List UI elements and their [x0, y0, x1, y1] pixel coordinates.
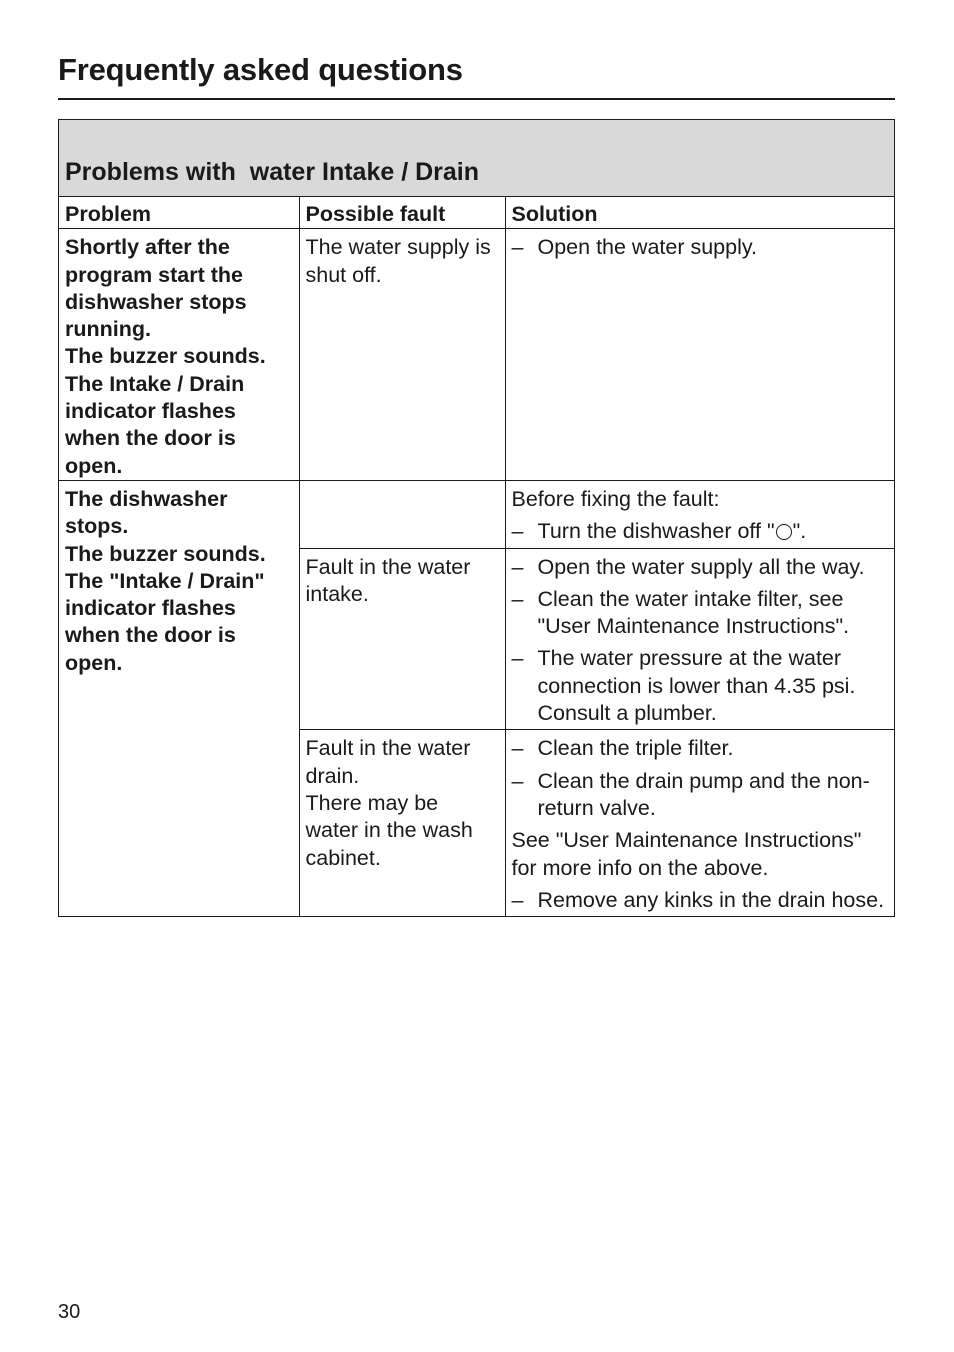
fault-cell	[299, 730, 505, 916]
dash-bullet: –	[511, 768, 524, 793]
dash-bullet: –	[511, 586, 524, 611]
section-header	[59, 120, 894, 197]
fault-line: drain.	[305, 763, 360, 788]
dash-bullet: –	[511, 736, 524, 761]
column-header-solution: Solution	[505, 197, 894, 229]
problem-line: Shortly after the	[65, 235, 230, 260]
solution-text: Clean the water intake filter, see "User Maintenance Instructions".	[537, 586, 850, 639]
solution-text: Open the water supply all the way.	[537, 554, 865, 579]
page-number: 30	[58, 1301, 81, 1323]
table-row	[59, 480, 894, 548]
problem-line: dishwasher stops	[65, 289, 247, 314]
problem-line: The buzzer sounds.	[65, 344, 266, 369]
solution-text-end: ".	[792, 519, 807, 544]
solution-item	[512, 518, 889, 545]
problem-line: when the door is	[65, 623, 236, 648]
table-row	[59, 229, 894, 481]
dash-bullet: –	[511, 554, 524, 579]
table-header-row	[59, 197, 894, 229]
faq-table	[59, 197, 894, 916]
problem-line: when the door is	[65, 426, 236, 451]
page-title: Frequently asked questions	[58, 52, 463, 87]
solution-item	[512, 586, 889, 641]
fault-cell	[299, 480, 505, 548]
problem-cell	[59, 480, 299, 916]
problem-line: program start the	[65, 262, 244, 287]
fault-line: There may be	[305, 790, 439, 815]
solution-text: Turn the dishwasher off "	[537, 519, 775, 544]
solution-item	[512, 645, 889, 727]
dash-bullet: –	[511, 519, 524, 544]
solution-item	[512, 554, 889, 581]
solution-cell	[505, 548, 894, 730]
solution-text: The water pressure at the water connection is lower than 4.35 psi. Consult a plumber.	[537, 646, 856, 726]
column-header-problem: Problem	[59, 197, 299, 229]
problem-line: stops.	[65, 514, 129, 539]
problem-cell	[59, 229, 299, 481]
problem-line: open.	[65, 453, 123, 478]
solution-cell	[505, 480, 894, 548]
solution-text: Open the water supply.	[537, 235, 758, 260]
section-title: Problems with water Intake / Drain	[65, 158, 480, 186]
solution-item	[512, 234, 889, 261]
solution-cell	[505, 229, 894, 481]
power-off-circle-icon	[776, 524, 792, 540]
solution-cell	[505, 730, 894, 916]
solution-text: Remove any kinks in the drain hose.	[537, 887, 885, 912]
problem-line: The buzzer sounds.	[65, 541, 266, 566]
problem-line: The dishwasher	[65, 486, 228, 511]
fault-line: Fault in the water	[305, 736, 471, 761]
solution-item	[512, 887, 889, 914]
solution-text: Clean the triple filter.	[537, 736, 734, 761]
problem-line: indicator flashes	[65, 596, 236, 621]
fault-line: water in the wash	[305, 818, 473, 843]
solution-item	[512, 735, 889, 762]
solution-text: Clean the drain pump and the non-return valve.	[537, 768, 870, 820]
problem-line: indicator flashes	[65, 399, 236, 424]
faq-box	[58, 119, 895, 917]
solution-note: See "User Maintenance Instructions" for more info on the above.	[511, 828, 862, 880]
fault-line: cabinet.	[305, 845, 381, 870]
title-divider	[58, 98, 895, 100]
problem-line: running.	[65, 317, 151, 342]
problem-line: The "Intake / Drain"	[65, 568, 265, 593]
problem-line: open.	[65, 650, 123, 675]
solution-item	[512, 768, 889, 823]
solution-note: Before fixing the fault:	[511, 486, 720, 511]
dash-bullet: –	[511, 887, 524, 912]
problem-line: The Intake / Drain	[65, 371, 245, 396]
dash-bullet: –	[511, 235, 524, 260]
dash-bullet: –	[511, 646, 524, 671]
fault-cell: The water supply is shut off.	[299, 229, 505, 481]
column-header-possible-fault: Possible fault	[299, 197, 505, 229]
fault-cell: Fault in the water intake.	[299, 548, 505, 730]
